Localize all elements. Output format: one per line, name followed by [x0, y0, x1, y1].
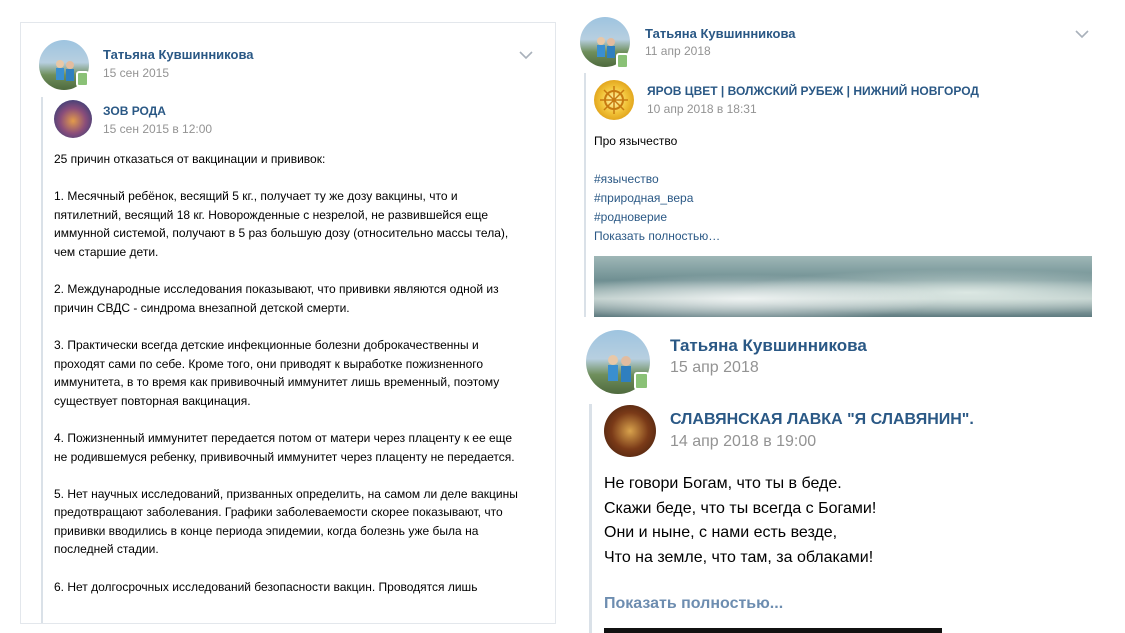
- post-text: Не говори Богам, что ты в беде. Скажи беде, что ты всегда с Богами! Они и ныне, с нами есть везде, Что на земле, что там, за облаками!: [604, 475, 877, 566]
- repost-bar: [41, 97, 43, 623]
- repost-bar: [584, 73, 586, 317]
- online-mobile-icon: [634, 372, 649, 390]
- post-card-bottom-right: [568, 320, 1125, 633]
- post-image[interactable]: [594, 256, 1092, 317]
- chevron-down-icon[interactable]: [518, 50, 534, 60]
- group-avatar[interactable]: [54, 100, 92, 138]
- show-more-link[interactable]: Показать полностью...: [604, 595, 784, 612]
- author-name[interactable]: Татьяна Кувшинникова: [670, 336, 867, 355]
- show-more-link[interactable]: Показать полностью…: [594, 229, 721, 243]
- post-text: 25 причин отказаться от вакцинации и прививок: 1. Месячный ребёнок, весящий 5 кг., получает ту же дозу вакцины, что и пятилетний, весящий 18 кг. Новорожденные с незрелой, не развившейся еще иммунной системой, получают в 5 раз большую дозу (относительно массы тела), чем старшие дети. 2. Международные исследования показывают, что прививки являются одной из причин СВДС - синдрома внезапной детской смерти. 3. Практически всегда детские инфекционные болезни доброкачественны и проходят сами по себе. Кроме того, они приводят к выработке пожизненного иммунитета, в то время как прививочный иммунитет лишь временный, поэтому существует повторная вакцинация. 4. Пожизненный иммунитет передается потом от матери через плаценту к ее еще не родившемуся ребенку, прививочный иммунитет через плаценту не передается. 5. Нет научных исследований, призванных определить, на самом ли деле вакцины предотвращают заболевания. Графики заболеваемости скорее показывают, что прививки вводились в конце периода эпидемии, когда болезнь уже была на последней стадии. 6. Нет долгосрочных исследований безопасности вакцин. Проводятся лишь: [54, 152, 518, 594]
- repost-date[interactable]: 14 апр 2018 в 19:00: [670, 433, 817, 450]
- sun-symbol-icon: [594, 80, 634, 120]
- repost-bar: [589, 404, 592, 633]
- author-name[interactable]: Татьяна Кувшинникова: [645, 26, 796, 41]
- repost-date[interactable]: 15 сен 2015 в 12:00: [103, 122, 213, 136]
- online-mobile-icon: [616, 53, 629, 69]
- post-card-left: [20, 22, 556, 624]
- group-name[interactable]: ЯРОВ ЦВЕТ | ВОЛЖСКИЙ РУБЕЖ | НИЖНИЙ НОВГОРОД: [647, 84, 979, 98]
- post-image[interactable]: [604, 628, 942, 633]
- post-date[interactable]: 11 апр 2018: [645, 44, 711, 58]
- group-name[interactable]: ЗОВ РОДА: [103, 104, 166, 118]
- group-name[interactable]: СЛАВЯНСКАЯ ЛАВКА "Я СЛАВЯНИН".: [670, 411, 974, 428]
- chevron-down-icon[interactable]: [1074, 29, 1090, 39]
- author-name[interactable]: Татьяна Кувшинникова: [103, 47, 254, 62]
- post-text: Про язычество: [594, 134, 678, 148]
- repost-date[interactable]: 10 апр 2018 в 18:31: [647, 102, 757, 116]
- hashtag-link[interactable]: #родноверие: [594, 210, 668, 224]
- hashtag-link[interactable]: #язычество: [594, 172, 659, 186]
- hashtag-link[interactable]: #природная_вера: [594, 191, 694, 205]
- post-card-top-right: [568, 13, 1110, 317]
- post-date[interactable]: 15 апр 2018: [670, 359, 759, 376]
- group-avatar[interactable]: [594, 80, 634, 120]
- post-date[interactable]: 15 сен 2015: [103, 66, 170, 80]
- group-avatar[interactable]: [604, 405, 656, 457]
- online-mobile-icon: [76, 71, 89, 87]
